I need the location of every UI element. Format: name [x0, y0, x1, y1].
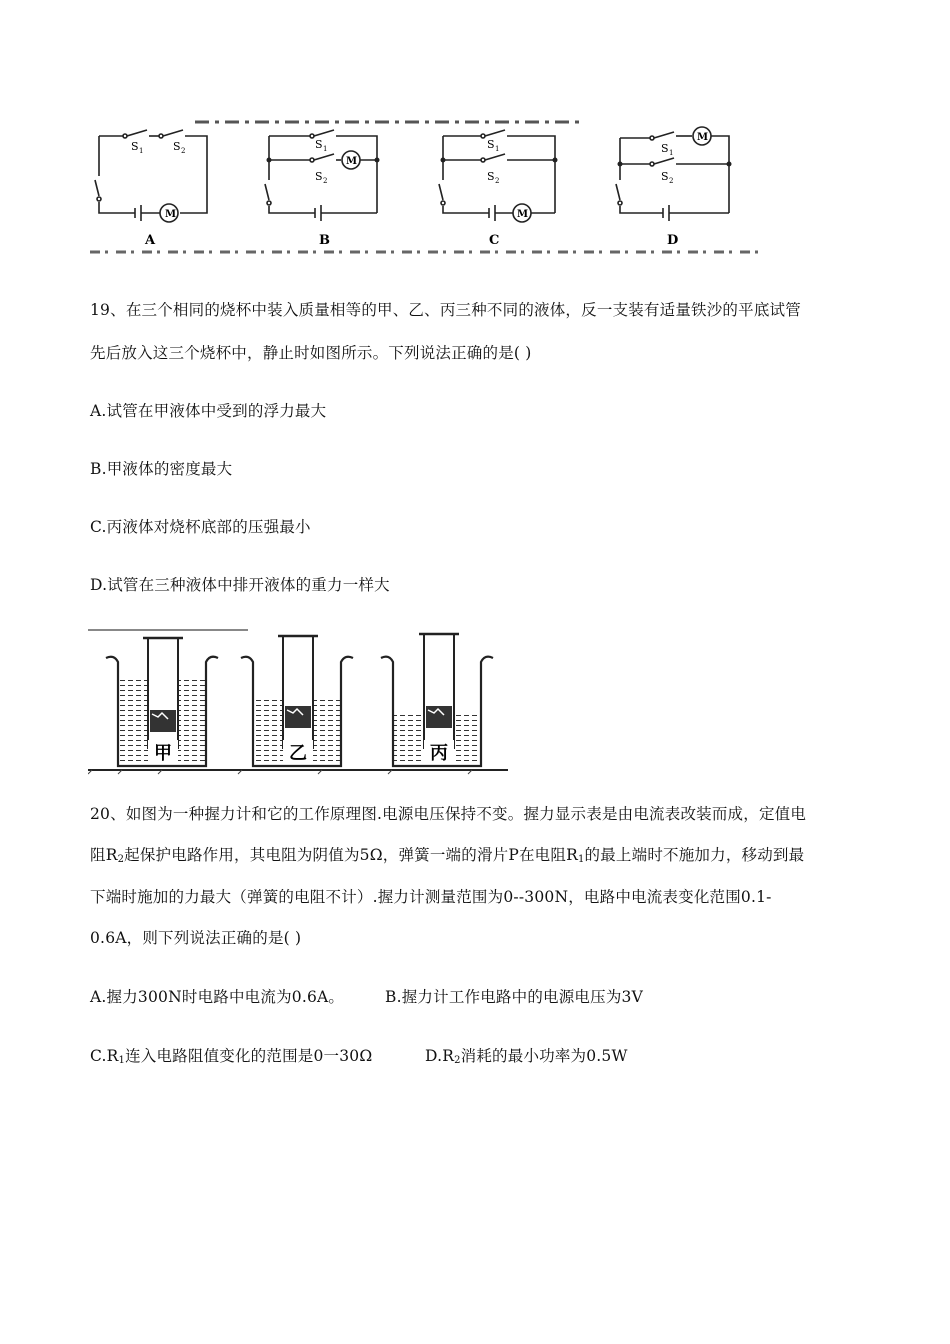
- q19-option-d: D.试管在三种液体中排开液体的重力一样大: [90, 576, 390, 594]
- svg-text:乙: 乙: [289, 743, 307, 764]
- circuit-d: [616, 127, 729, 221]
- q20-stem-line4: 0.6A，则下列说法正确的是( ): [90, 929, 302, 947]
- circuit-a: [95, 130, 207, 222]
- q20-option-d: $D.R_2$消耗的最小功率为0.5W: [425, 1047, 628, 1066]
- svg-text:S: S: [487, 138, 495, 151]
- svg-text:S: S: [173, 140, 181, 153]
- svg-text:M: M: [346, 156, 358, 167]
- beaker-jia: [106, 638, 218, 766]
- q19-option-a: A.试管在甲液体中受到的浮力最大: [90, 402, 327, 420]
- option-label-c: C: [489, 233, 500, 248]
- svg-text:1: 1: [323, 145, 328, 153]
- svg-text:S: S: [661, 170, 669, 183]
- beaker-yi: [241, 636, 353, 766]
- svg-text:1: 1: [669, 149, 674, 157]
- svg-text:1: 1: [495, 145, 500, 153]
- svg-text:M: M: [697, 132, 709, 143]
- q19-stem-line2: 先后放入这三个烧杯中，静止时如图所示。下列说法正确的是( ): [90, 344, 532, 362]
- svg-text:2: 2: [669, 177, 674, 185]
- svg-text:S: S: [487, 170, 495, 183]
- svg-text:2: 2: [495, 177, 500, 185]
- svg-text:S: S: [315, 138, 323, 151]
- q19-option-c: C.丙液体对烧杯底部的压强最小: [90, 518, 311, 536]
- svg-text:甲: 甲: [154, 743, 172, 764]
- svg-text:S: S: [131, 140, 139, 153]
- q19-stem-line1: 19、在三个相同的烧杯中装入质量相等的甲、乙、丙三种不同的液体，反一支装有适量铁沙的平底试管: [90, 301, 801, 319]
- svg-text:1: 1: [139, 147, 144, 155]
- circuit-options-figure: [85, 118, 765, 258]
- circuit-c: [439, 130, 555, 222]
- svg-text:M: M: [165, 209, 177, 220]
- beakers-figure: [88, 628, 513, 776]
- beaker-bing: [381, 634, 493, 766]
- svg-text:S: S: [661, 142, 669, 155]
- svg-text:丙: 丙: [430, 743, 448, 764]
- q20-option-a: A.握力300N时电路中电流为0.6A。: [90, 988, 345, 1006]
- svg-text:M: M: [517, 209, 529, 220]
- svg-text:2: 2: [323, 177, 328, 185]
- q20-stem-line1: 20、如图为一种握力计和它的工作原理图.电源电压保持不变。握力显示表是由电流表改装而成，定值电: [90, 805, 807, 823]
- q20-option-c: $C.R_1$连入电路阻值变化的范围是0一30Ω: [90, 1047, 373, 1066]
- option-label-a: A: [145, 233, 156, 248]
- q20-stem-line2: 阻$R_2$起保护电路作用，其电阻为阴值为5Ω，弹簧一端的滑片P在电阻$R_1$的最上端时不施加力，移动到最: [90, 846, 805, 865]
- svg-text:2: 2: [181, 147, 186, 155]
- q20-option-b: B.握力计工作电路中的电源电压为3V: [385, 988, 643, 1006]
- q20-stem-line3: 下端时施加的力最大（弹簧的电阻不计）.握力计测量范围为0--300N，电路中电流表变化范围0.1-: [90, 888, 772, 906]
- svg-text:S: S: [315, 170, 323, 183]
- q19-option-b: B.甲液体的密度最大: [90, 460, 233, 478]
- option-label-d: D: [667, 233, 679, 248]
- option-label-b: B: [319, 233, 330, 248]
